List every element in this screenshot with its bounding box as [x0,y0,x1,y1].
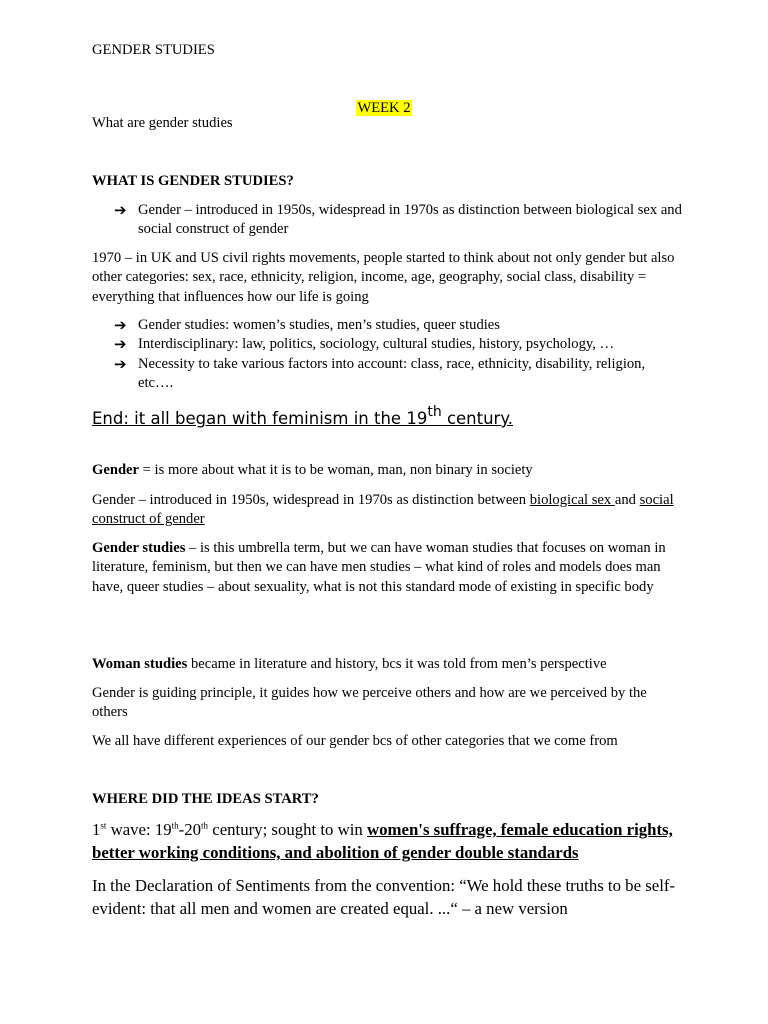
wave-text: wave: 19 [106,820,172,839]
woman-studies-paragraph [92,655,682,674]
end-statement-tail: century. [441,409,513,428]
list-item [92,316,682,335]
bullet-list-1 [92,201,682,240]
wave-sup: st [100,820,107,831]
list-item-text: Gender studies: women’s studies, men’s studies, queer studies [138,317,500,333]
end-statement-text: End: it all began with feminism in the 19 [92,409,428,428]
intro-line: What are gender studies [92,115,233,131]
arrow-bullet-icon: ➔ [114,316,127,334]
underlined-social-construct: social construct of gender [92,492,674,528]
arrow-bullet-icon: ➔ [114,354,127,373]
week-label: WEEK 2 [357,99,411,116]
list-item [92,355,682,394]
section-heading-what-is: WHAT IS GENDER STUDIES? [92,173,294,189]
list-item [92,335,682,354]
wave-goals-bold: women's suffrage, female education rights, better working conditions, and abolition of gender double standards [92,820,673,862]
arrow-bullet-icon: ➔ [114,201,127,219]
list-item-text: Necessity to take various factors into account: class, race, ethnicity, disability, religion, etc…. [138,355,646,391]
document-header: GENDER STUDIES [92,42,215,58]
wave-text-3: century; sought to win [208,820,368,839]
gender-intro-mid: and [614,492,640,508]
declaration-paragraph: In the Declaration of Sentiments from the convention: “We hold these truths to be self-evident: that all men and women are created equal. ...“ – a new version [92,876,676,918]
paragraph-1970: 1970 – in UK and US civil rights movements, people started to think about not only gender but also other categories: sex, race, ethnicity, religion, income, age, geography, social class, disability = everything that influences how our life is going [92,250,675,305]
bullet-list-2 [92,316,682,393]
experiences-paragraph: We all have different experiences of our gender bcs of other categories that we come from [92,733,618,749]
wave-text-2: -20 [178,820,202,839]
term-gender: Gender [92,462,140,478]
list-item-text: Gender – introduced in 1950s, widespread in 1970s as distinction between biological sex and social construct of gender [138,202,682,238]
end-statement-sup: th [427,403,442,420]
underlined-biological-sex: biological sex [529,492,615,508]
end-statement [92,403,682,430]
gender-intro-paragraph [92,491,682,530]
arrow-bullet-icon: ➔ [114,335,127,354]
gender-intro-text: Gender – introduced in 1950s, widespread in 1970s as distinction between [92,492,530,508]
gender-definition [92,461,682,480]
section-heading-ideas: WHERE DID THE IDEAS START? [92,791,319,807]
wave-sup-3: th [201,820,209,831]
wave-sup-2: th [171,820,179,831]
woman-studies-text: became in literature and history, bcs it was told from men’s perspective [187,656,607,672]
wave-number: 1 [92,820,101,839]
list-item [92,201,682,240]
list-item-text: Interdisciplinary: law, politics, sociology, cultural studies, history, psychology, … [138,336,615,353]
guiding-principle-paragraph: Gender is guiding principle, it guides how we perceive others and how are we perceived by the others [92,685,647,721]
term-gender-studies: Gender studies [92,540,186,556]
gender-studies-text: – is this umbrella term, but we can have woman studies that focuses on woman in literature, feminism, but then we can have men studies – what kind of roles and models does man have, queer studies – about sexuality, what is not this standard mode of existing in specific body [92,540,666,595]
term-woman-studies: Woman studies [92,656,188,672]
gender-studies-definition [92,539,682,597]
gender-definition-text: = is more about what it is to be woman, man, non binary in society [139,462,533,478]
first-wave-paragraph [92,818,682,864]
